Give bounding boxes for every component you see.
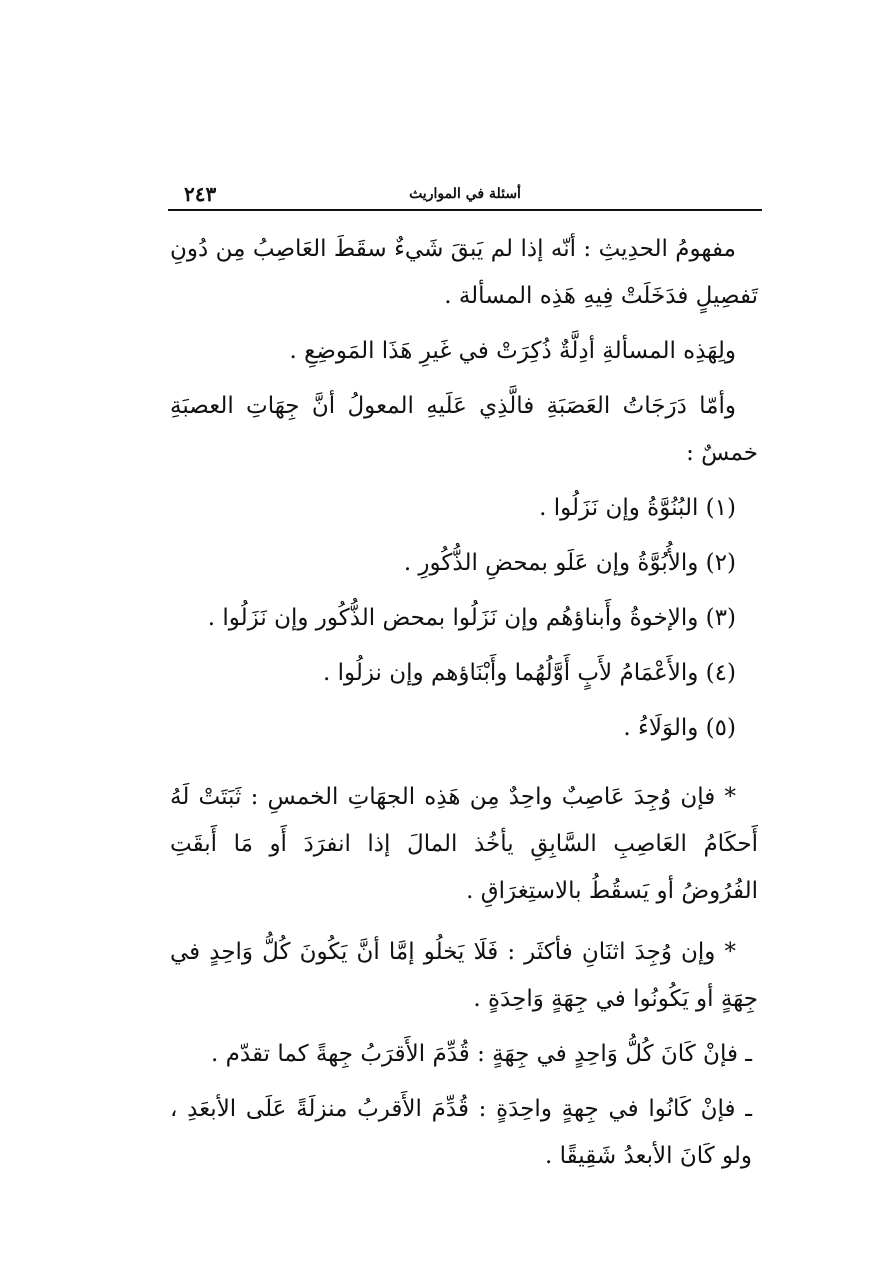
evidence-paragraph: ولِهَذِه المسألةِ أدِلَّةٌ ذُكِرَتْ في غَيرِ هَذَا المَوضِعِ . <box>289 338 736 364</box>
page-number: ٢٤٣ <box>184 182 217 206</box>
running-title: أسئلة في المواريث <box>409 186 521 202</box>
page-body <box>170 226 758 1180</box>
sub-item: ـ فإنْ كَانُوا في جِهةٍ واحِدَةٍ : قُدِّمَ الأَقربُ منزلَةً عَلَى الأبعَدِ ، ولو كَانَ الأبعدُ شَقِيقًا . <box>170 1096 752 1169</box>
hadith-paragraph: مفهومُ الحدِيثِ : أنّه إذا لم يَبقَ شَيءٌ سقَطَ العَاصِبُ مِن دُونِ تَفصِيلٍ فدَخَلَتْ فِيهِ هَذِه المسألة . <box>170 236 758 309</box>
list-item: (٢) والأُبُوَّةُ وإن عَلَو بمحضِ الذُّكُورِ . <box>403 550 736 576</box>
list-item: (٤) والأَعْمَامُ لأَبٍ أَوَّلُهُما وأَبْنَاؤهم وإن نزلُوا . <box>322 660 736 686</box>
multiple-asib-paragraph: * وإن وُجِدَ اثنَانِ فأكثَر : فَلَا يَخلُو إمَّا أنَّ يَكُونَ كُلُّ وَاحِدٍ في جِهَةٍ أو يَكُونُوا في جِهَةٍ وَاحِدَةٍ . <box>170 939 758 1012</box>
list-item: (٥) والوَلَاءُ . <box>623 715 736 741</box>
header-rule <box>168 209 762 211</box>
sub-item: ـ فإنْ كَانَ كُلُّ وَاحِدٍ في جِهَةٍ : قُدِّمَ الأَقرَبُ جِهةً كما تقدّم . <box>211 1041 752 1067</box>
page-header <box>168 182 762 210</box>
list-item: (٣) والإخوةُ وأَبناؤهُم وإن نَزَلُوا بمحض الذُّكُور وإن نَزَلُوا . <box>207 605 736 631</box>
asaba-paragraph: وأمّا دَرَجَاتُ العَصَبَةِ فالَّذِي عَلَيهِ المعولُ أنَّ جِهَاتِ العصبَةِ خمسٌ : <box>170 393 758 466</box>
single-asib-paragraph: * فإن وُجِدَ عَاصِبٌ واحِدٌ مِن هَذِه الجهَاتِ الخمسِ : ثَبَتَتْ لَهُ أَحكَامُ العَاصِبِ السَّابِقِ يأخُذ المالَ إذا انفرَدَ أَو مَا أَبقَتِ الفُرُوضُ أو يَسقُطُ بالاستِغرَاقِ . <box>170 784 758 904</box>
list-item: (١) البُنُوَّةُ وإن نَزَلُوا . <box>539 495 736 521</box>
